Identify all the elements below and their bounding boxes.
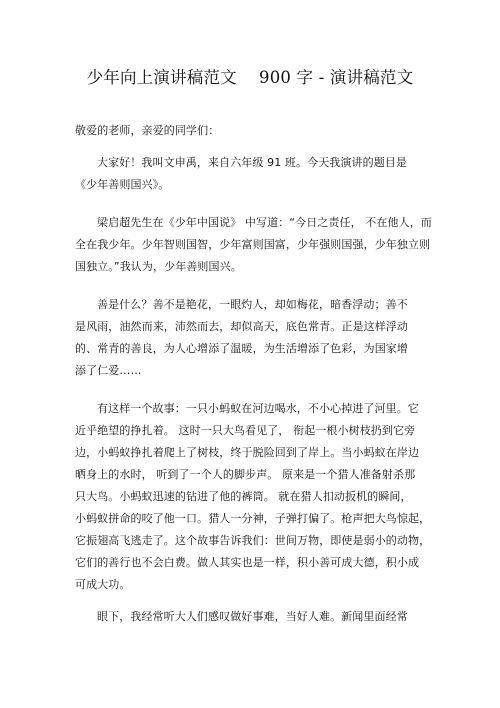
text-line: 它们的善行也不会白费。做人其实也是一样，积小善可成大德，积小成 (75, 556, 420, 569)
paragraph-salutation (75, 120, 435, 142)
text-line: 小蚂蚁拼命的咬了他一口。猎人一分神，子弹打偏了。枪声把大鸟惊起， (75, 512, 431, 525)
text-line: 眼下，我经常听大人们感叹做好事难，当好人难。新闻里面经常 (97, 610, 408, 623)
document-title: 少年向上演讲稿范文 900 字 - 演讲稿范文 (86, 68, 414, 87)
text-line: 它振翅高飞逃走了。这个故事告诉我们：世间万物，即使是弱小的动物， (75, 534, 431, 547)
paragraph-kindness (75, 294, 435, 382)
text-line: 全在我少年。少年智则国智，少年富则国富，少年强则国强，少年独立则 (75, 238, 431, 251)
text-line: 敬爱的老师，亲爱的同学们： (75, 124, 220, 137)
text-line: 梁启超先生在《少年中国说》 中写道：“今日之责任， 不在他人，而 (97, 216, 432, 229)
text-line: 晒身上的水时， 听到了一个人的脚步声。 原来是一个猎人准备射杀那 (75, 468, 416, 481)
text-line: 有这样一个故事：一只小蚂蚁在河边喝水，不小心掉进了河里。它 (97, 402, 419, 415)
text-line: 近乎绝望的挣扎着。 这时一只大鸟看见了， 衔起一根小树枝扔到它旁 (75, 424, 416, 437)
text-line: 国独立。”我认为，少年善则国兴。 (75, 260, 242, 273)
text-line: 边，小蚂蚁挣扎着爬上了树枝，终于脱险回到了岸上。当小蚂蚁在岸边 (75, 446, 420, 459)
paragraph-now (75, 606, 435, 628)
text-line: 只大鸟。小蚂蚁迅速的钻进了他的裤筒。 就在猎人扣动扳机的瞬间， (75, 490, 412, 503)
paragraph-quote (75, 212, 435, 278)
text-line: 《少年善则国兴》。 (75, 178, 170, 191)
paragraph-story (75, 398, 435, 596)
text-line: 大家好！我叫文申禹，来自六年级 91 班。今天我演讲的题目是 (97, 156, 407, 169)
text-line: 的、常青的善良，为人心增添了温暖，为生活增添了色彩，为国家增 (75, 342, 408, 355)
paragraph-intro (75, 152, 435, 196)
text-line: 是风雨，油然而来，沛然而去，却似高天，底色常青。正是这样浮动 (75, 320, 408, 333)
text-line: 善是什么？善不是艳花，一眼灼人，却如梅花，暗香浮动；善不 (97, 298, 408, 311)
text-line: 添了仁爱…… (75, 364, 142, 377)
document-body (75, 120, 435, 628)
text-line: 可成大功。 (75, 578, 131, 591)
